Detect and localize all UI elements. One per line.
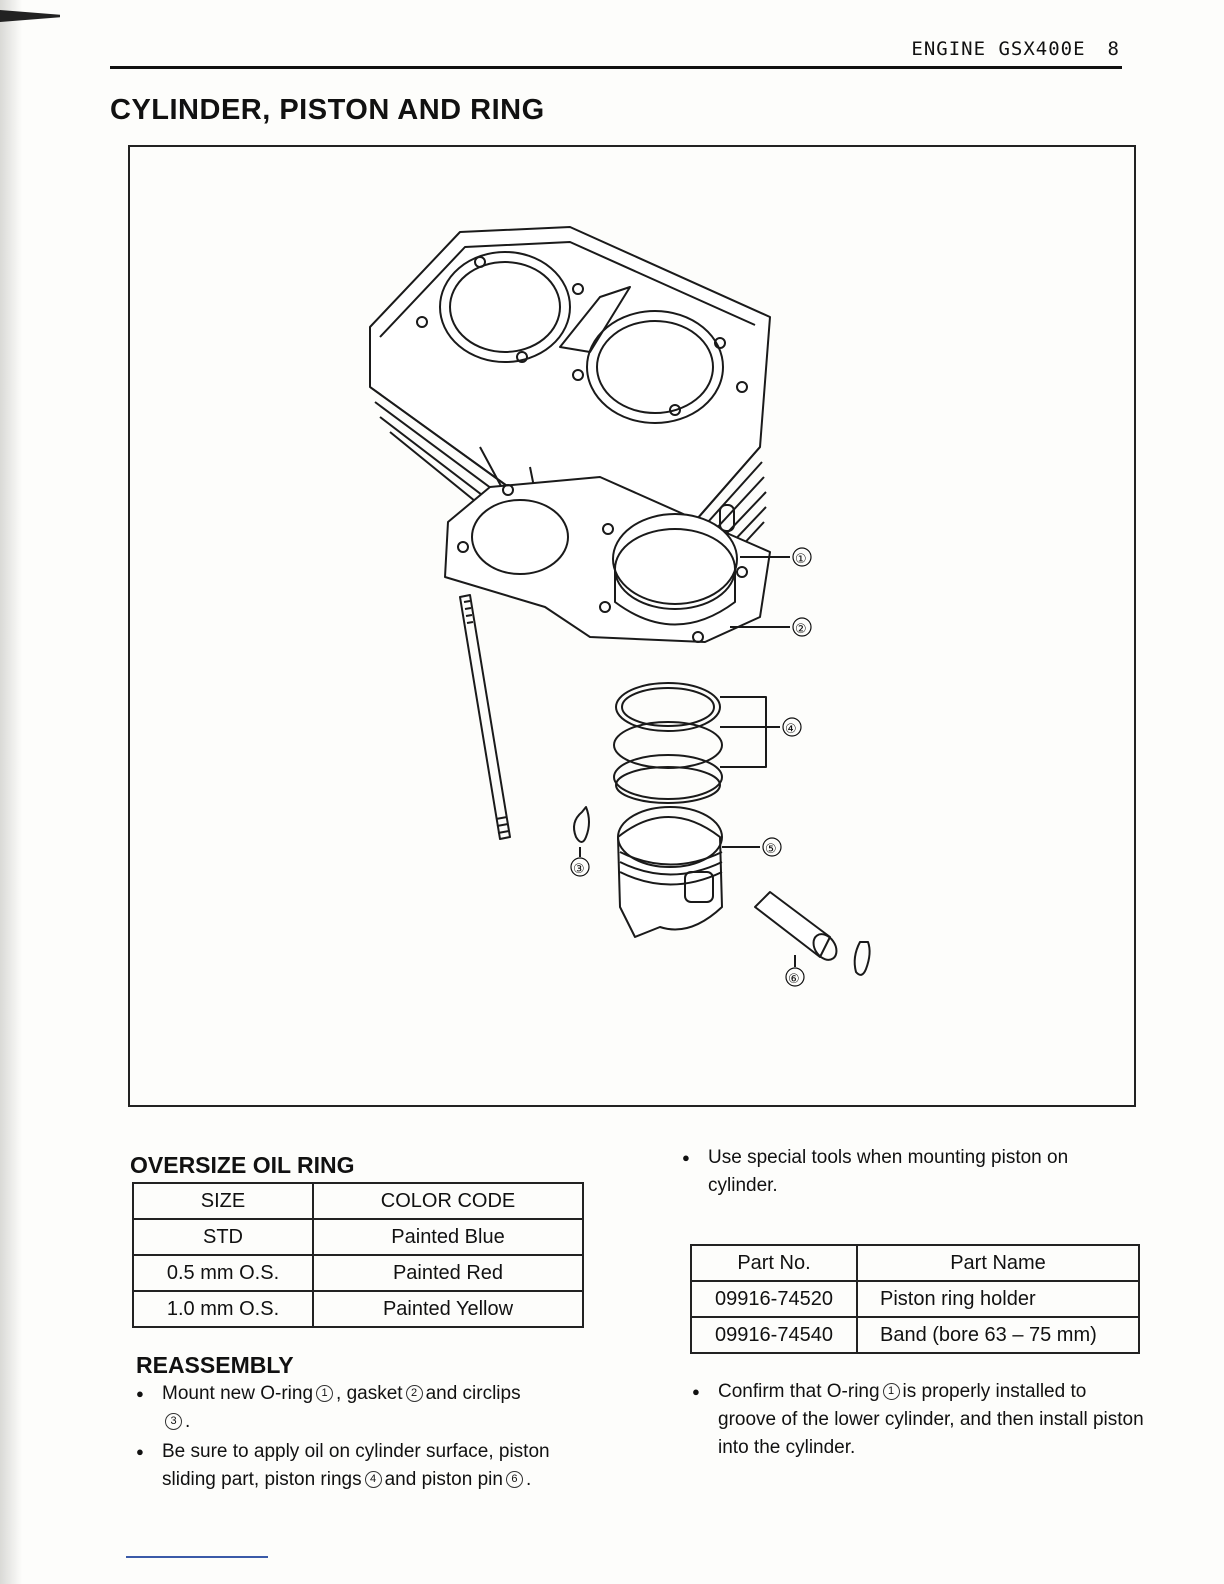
callout-5: ⑤ [765, 842, 777, 857]
exploded-view-figure [128, 145, 1136, 1107]
cylinder-piston-ring-diagram [130, 147, 1134, 1105]
list-item: ● Be sure to apply oil on cylinder surface, piston sliding part, piston rings 4 and piston pin 6 . [132, 1438, 592, 1494]
reassembly-list [132, 1380, 592, 1496]
table-row [691, 1317, 1139, 1353]
table-header-row [133, 1183, 583, 1219]
table-cell: 1.0 mm O.S. [133, 1291, 313, 1327]
circlip [574, 807, 589, 842]
table-header-row [691, 1245, 1139, 1281]
table-row [133, 1291, 583, 1327]
table-cell: Band (bore 63 – 75 mm) [857, 1317, 1139, 1353]
table-row [133, 1255, 583, 1291]
table-row [691, 1281, 1139, 1317]
ref-circle: 6 [506, 1471, 523, 1488]
list-item: ● Mount new O-ring 1 , gasket 2 and circlips 3 . [132, 1380, 592, 1436]
piston-ring-oil [614, 755, 722, 799]
header-section: ENGINE GSX400E [911, 38, 1086, 60]
confirm-note [688, 1378, 1148, 1464]
callout-1: ① [795, 552, 807, 567]
table-row [133, 1219, 583, 1255]
stud-bolt [460, 595, 510, 839]
footer-rule [126, 1556, 268, 1558]
table-cell: Painted Blue [313, 1219, 583, 1255]
column-header: Part Name [857, 1245, 1139, 1281]
ref-circle: 2 [406, 1385, 423, 1402]
column-header: COLOR CODE [313, 1183, 583, 1219]
list-item: ● Use special tools when mounting piston on cylinder. [678, 1144, 1138, 1200]
binding-mark [0, 10, 60, 22]
header-rule [110, 66, 1122, 69]
ref-circle: 4 [365, 1471, 382, 1488]
page-binding-shadow [0, 0, 22, 1584]
table-cell: 09916-74520 [691, 1281, 857, 1317]
column-header: SIZE [133, 1183, 313, 1219]
callout-4: ④ [785, 722, 797, 737]
ref-circle: 1 [316, 1385, 333, 1402]
column-header: Part No. [691, 1245, 857, 1281]
running-header [889, 38, 1120, 60]
table-cell: 0.5 mm O.S. [133, 1255, 313, 1291]
callout-3: ③ [573, 862, 585, 877]
oversize-oil-ring-title: OVERSIZE OIL RING [130, 1152, 355, 1178]
piston-ring-top [616, 683, 720, 731]
special-tools-note [678, 1144, 1138, 1202]
o-ring [613, 514, 737, 604]
list-item: ● Confirm that O-ring 1 is properly installed to groove of the lower cylinder, and then install piston into the cylinder. [688, 1378, 1148, 1462]
ref-circle: 1 [883, 1383, 900, 1400]
ref-circle: 3 [165, 1413, 182, 1430]
oversize-oil-ring-table [132, 1182, 584, 1328]
callout-6: ⑥ [788, 972, 800, 987]
table-cell: 09916-74540 [691, 1317, 857, 1353]
table-cell: Piston ring holder [857, 1281, 1139, 1317]
header-page-number: 8 [1107, 38, 1120, 60]
table-cell: Painted Yellow [313, 1291, 583, 1327]
reassembly-title: REASSEMBLY [136, 1352, 294, 1378]
page-title: CYLINDER, PISTON AND RING [110, 94, 545, 126]
piston-pin [755, 892, 830, 957]
special-tools-table [690, 1244, 1140, 1354]
callout-2: ② [795, 622, 807, 637]
table-cell: Painted Red [313, 1255, 583, 1291]
table-cell: STD [133, 1219, 313, 1255]
